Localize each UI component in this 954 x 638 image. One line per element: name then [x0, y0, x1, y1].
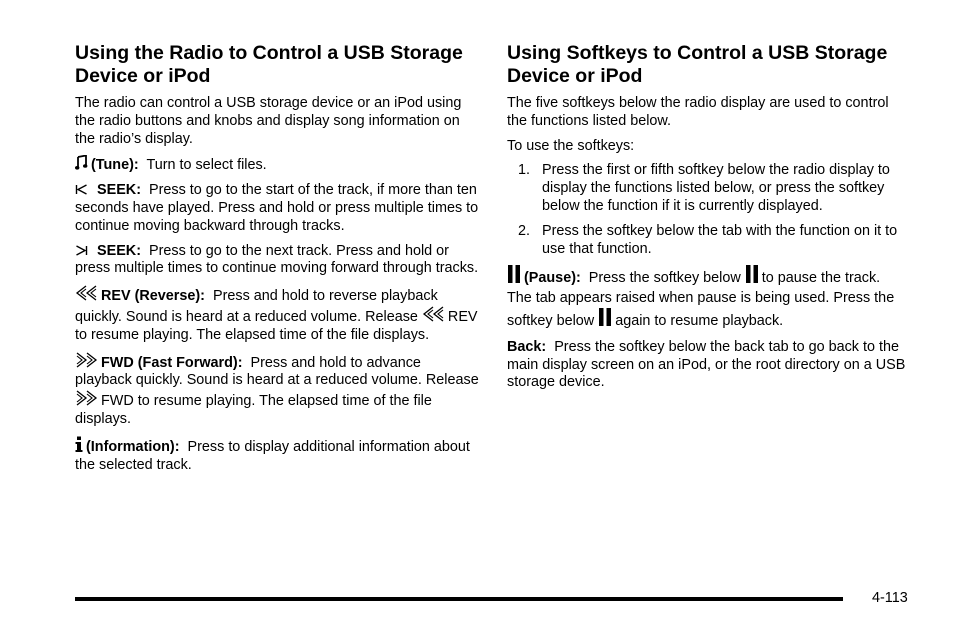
music-note-icon — [75, 155, 88, 170]
fast-forward-icon — [75, 352, 98, 368]
tune-label: (Tune): — [91, 157, 139, 174]
list-item — [507, 162, 907, 215]
seek-back-label: SEEK: — [97, 182, 141, 199]
pause-text-3: again to resume playback. — [615, 313, 784, 330]
left-intro: The radio can control a USB storage device or an iPod using the radio buttons and knobs and display song information on the radio’s display. — [75, 95, 462, 147]
fwd-paragraph — [75, 352, 480, 429]
list-item — [507, 223, 907, 259]
back-paragraph — [507, 339, 907, 392]
pause-icon — [598, 308, 612, 326]
info-label: (Information): — [86, 438, 180, 455]
tune-paragraph — [75, 155, 480, 175]
pause-text-1: Press the softkey below — [588, 270, 741, 287]
seek-forward-paragraph — [75, 243, 480, 279]
seek-forward-text: Press to go to the next track. Press and hold or press multiple times to continue moving forward through tracks. — [75, 242, 479, 277]
pause-text-2: to pause the track. The tab appears raised when pause is being used. Press the softkey below — [507, 270, 895, 330]
rewind-icon — [75, 285, 98, 301]
fwd-text-2: FWD to resume playing. The elapsed time of the file displays. — [75, 393, 432, 427]
info-paragraph — [75, 436, 480, 475]
fwd-text-1: Press and hold to advance playback quickly. Sound is heard at a reduced volume. Release — [75, 354, 479, 389]
left-heading: Using the Radio to Control a USB Storage Device or iPod — [75, 42, 463, 87]
rev-text-1: Press and hold to reverse playback quickly. Sound is heard at a reduced volume. Release — [75, 288, 438, 325]
pause-paragraph — [507, 265, 907, 332]
right-column — [507, 42, 907, 399]
pause-icon — [745, 265, 759, 283]
step-number: 1. — [518, 162, 531, 179]
fast-forward-icon — [75, 390, 98, 406]
pause-label: (Pause): — [524, 270, 581, 287]
back-label: Back: — [507, 338, 547, 355]
pause-icon — [507, 265, 521, 283]
step-text: Press the first or fifth softkey below the radio display to display the functions listed below, or press the softkey below the function if it is currently displayed. — [542, 162, 890, 214]
seek-forward-icon — [75, 245, 88, 256]
right-heading: Using Softkeys to Control a USB Storage Device or iPod — [507, 42, 888, 87]
right-intro: The five softkeys below the radio display are used to control the functions listed below. — [507, 95, 889, 129]
softkey-steps — [507, 162, 907, 258]
rev-paragraph — [75, 285, 480, 344]
info-text: Press to display additional information about the selected track. — [75, 438, 470, 473]
page-number: 4-113 — [872, 590, 908, 606]
back-text: Press the softkey below the back tab to go back to the main display screen on an iPod, or the root directory on a USB storage device. — [507, 338, 906, 391]
seek-back-paragraph — [75, 182, 480, 235]
tune-text: Turn to select files. — [146, 157, 267, 174]
seek-forward-label: SEEK: — [97, 242, 141, 259]
left-column — [75, 42, 480, 481]
to-use-text: To use the softkeys: — [507, 137, 635, 154]
info-icon — [75, 436, 83, 452]
seek-back-icon — [75, 184, 88, 195]
rev-text-2: REV to resume playing. The elapsed time of the file displays. — [75, 308, 478, 343]
fwd-label: FWD (Fast Forward): — [101, 354, 243, 371]
rewind-icon — [422, 306, 445, 322]
footer-rule — [75, 597, 843, 601]
step-text: Press the softkey below the tab with the function on it to use that function. — [542, 222, 898, 257]
seek-back-text: Press to go to the start of the track, if more than ten seconds have played. Press and hold or press multiple times to continue moving backward through tracks. — [75, 182, 479, 234]
step-number: 2. — [518, 222, 531, 239]
rev-label: REV (Reverse): — [101, 288, 205, 305]
